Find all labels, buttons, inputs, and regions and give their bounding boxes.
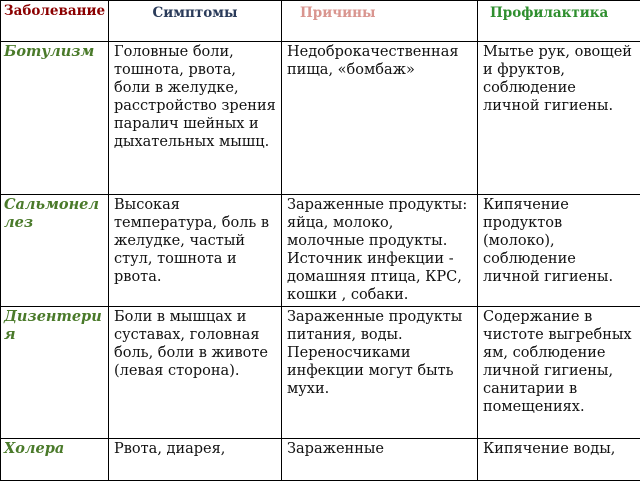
causes-cell: Зараженные продукты питания, воды. Переносчиками инфекции могут быть мухи. (282, 307, 478, 439)
header-symptoms: Симптомы (109, 1, 282, 42)
symptoms-cell: Рвота, диарея, (109, 439, 282, 481)
disease-cell: Сальмонеллез (1, 195, 109, 307)
symptoms-cell: Боли в мышцах и суставах, головная боль, боли в животе (левая сторона). (109, 307, 282, 439)
disease-cell: Ботулизм (1, 42, 109, 195)
prevention-cell: Содержание в чистоте выгребных ям, соблюдение личной гигиены, санитарии в помещениях. (478, 307, 640, 439)
causes-cell: Зараженные (282, 439, 478, 481)
table-row (1, 307, 640, 439)
prevention-cell: Кипячение воды, (478, 439, 640, 481)
disease-cell: Холера (1, 439, 109, 481)
symptoms-cell: Головные боли, тошнота, рвота, боли в желудке, расстройство зрения паралич шейных и дыхательных мышц. (109, 42, 282, 195)
header-prevention: Профилактика (478, 1, 640, 42)
disease-cell: Дизентерия (1, 307, 109, 439)
causes-cell: Зараженные продукты: яйца, молоко, молочные продукты. Источник инфекции - домашняя птица, КРС, кошки , собаки. (282, 195, 478, 307)
table-row (1, 195, 640, 307)
header-causes: Причины (282, 1, 478, 42)
symptoms-cell: Высокая температура, боль в желудке, частый стул, тошнота и рвота. (109, 195, 282, 307)
table-header-row (1, 1, 640, 42)
prevention-cell: Мытье рук, овощей и фруктов, соблюдение личной гигиены. (478, 42, 640, 195)
causes-cell: Недоброкачественная пища, «бомбаж» (282, 42, 478, 195)
table-row (1, 439, 640, 481)
prevention-cell: Кипячение продуктов (молоко), соблюдение личной гигиены. (478, 195, 640, 307)
table-row (1, 42, 640, 195)
header-disease: Заболевание (1, 1, 109, 42)
